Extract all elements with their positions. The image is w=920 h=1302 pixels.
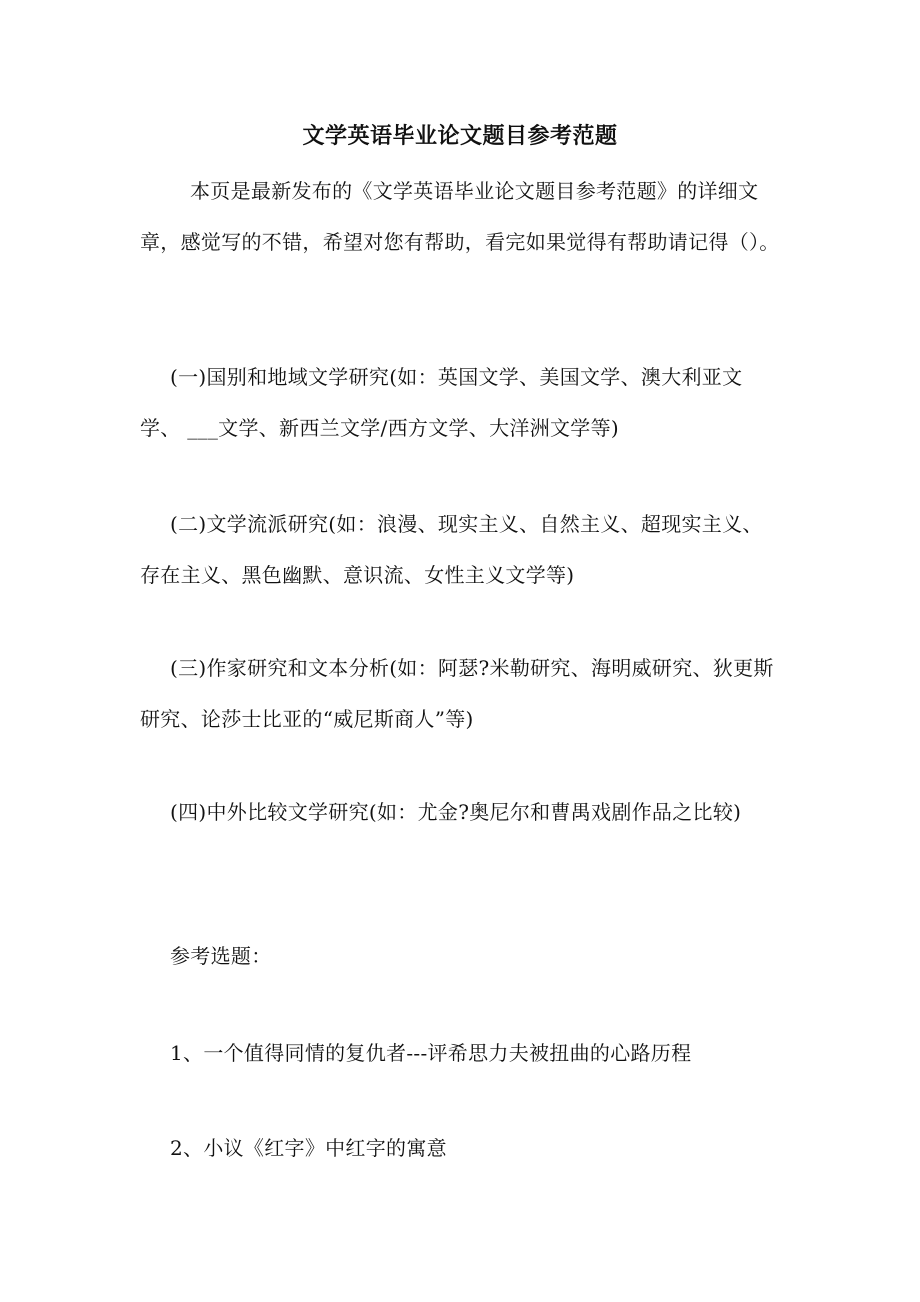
intro-paragraph: 本页是最新发布的《文学英语毕业论文题目参考范题》的详细文章，感觉写的不错，希望对您有帮助，看完如果觉得有帮助请记得（）。 — [140, 179, 780, 254]
reference-heading: 参考选题： — [170, 944, 272, 968]
topic-item-1: 1、一个值得同情的复仇者---评希思力夫被扭曲的心路历程 — [170, 1041, 692, 1065]
section-paragraph-1: (一)国别和地域文学研究(如：英国文学、美国文学、澳大利亚文学、 ___文学、新西兰文学/西方文学、大洋洲文学等) — [140, 365, 743, 440]
section-paragraph-4: (四)中外比较文学研究(如：尤金?奥尼尔和曹禺戏剧作品之比较) — [170, 800, 742, 824]
document-title: 文学英语毕业论文题目参考范题 — [302, 123, 618, 149]
topic-item-2: 2、小议《红字》中红字的寓意 — [170, 1136, 447, 1160]
section-paragraph-2: (二)文学流派研究(如：浪漫、现实主义、自然主义、超现实主义、存在主义、黑色幽默、意识流、女性主义文学等) — [140, 512, 763, 587]
section-paragraph-3: (三)作家研究和文本分析(如：阿瑟?米勒研究、海明威研究、狄更斯研究、论莎士比亚的“威尼斯商人”等) — [140, 656, 774, 731]
